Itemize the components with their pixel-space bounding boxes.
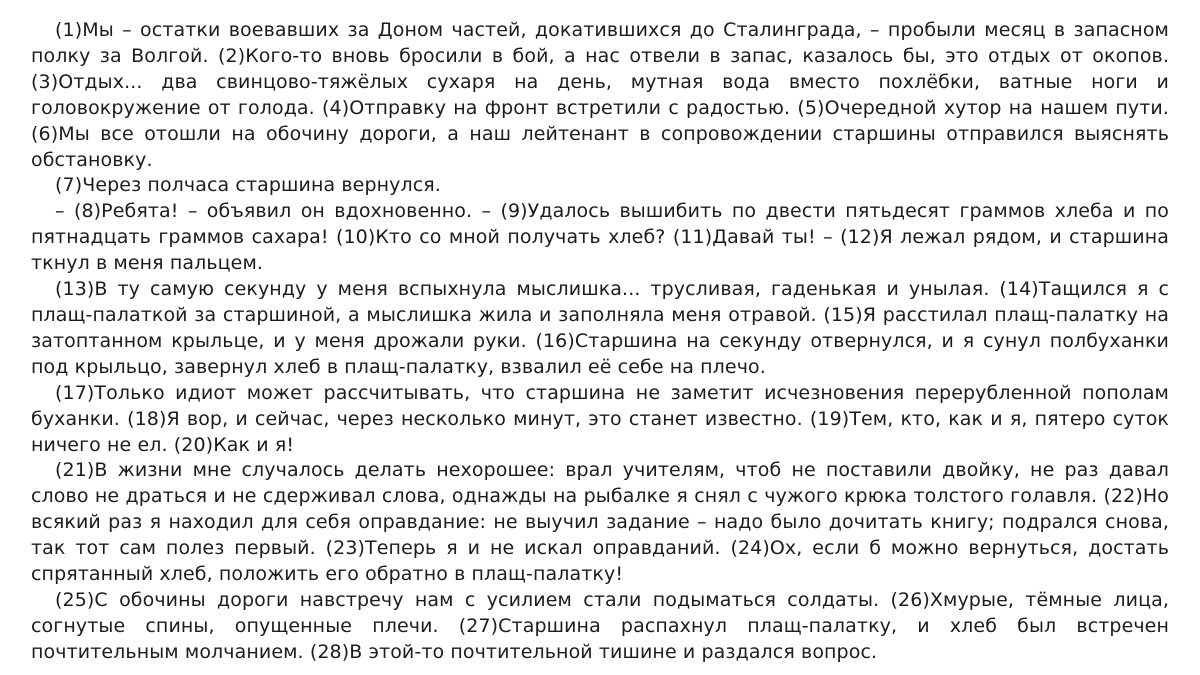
paragraph-5: (17)Только идиот может рассчитывать, что старшина не заметит исчезновения перерубленной пополам буханки. (18)Я вор, и сейчас, через несколько минут, это станет известно. (19)Тем, кто, как и я, пятеро суток ничего не ел. (20)Как и я! — [31, 381, 1169, 456]
paragraph-2: (7)Через полчаса старшина вернулся. — [55, 174, 441, 197]
paragraph-3: – (8)Ребята! – объявил он вдохновенно. – (9)Удалось вышибить по двести пятьдесят граммов хлеба и по пятнадцать граммов сахара! (10)Кто со мной получать хлеб? (11)Давай ты! – (12)Я лежал рядом, и старшина ткнул в меня пальцем. — [31, 200, 1169, 275]
paragraph-6: (21)В жизни мне случалось делать нехорошее: врал учителям, чтоб не поставили двойку, не раз давал слово не драться и не сдерживал слова, однажды на рыбалке я снял с чужого крюка толстого голавля. (22)Но всякий раз я находил для себя оправдание: не выучил задание – надо было дочитать книгу; подрался снова, так тот сам полез первый. (23)Теперь я и не искал оправданий. (24)Ох, если б можно вернуться, достать спрятанный хлеб, положить его обратно в плащ-палатку! — [31, 459, 1169, 586]
text-document — [31, 18, 1169, 666]
paragraph-4: (13)В ту самую секунду у меня вспыхнула мыслишка... трусливая, гаденькая и унылая. (14)Тащился я с плащ-палаткой за старшиной, а мыслишка жила и заполняла меня отравой. (15)Я расстилал плащ-палатку на затоптанном крыльце, и у меня дрожали руки. (16)Старшина на секунду отвернулся, и я сунул полбуханки под крыльцо, завернул хлеб в плащ-палатку, взвалил её себе на плечо. — [31, 278, 1169, 378]
paragraph-1: (1)Мы – остатки воевавших за Доном частей, докатившихся до Сталинграда, – пробыли месяц в запасном полку за Волгой. (2)Кого-то вновь бросили в бой, а нас отвели в запас, казалось бы, это отдых от окопов. (3)Отдых... два свинцово-тяжёлых сухаря на день, мутная вода вместо похлёбки, ватные ноги и головокружение от голода. (4)Отправку на фронт встретили с радостью. (5)Очередной хутор на нашем пути. (6)Мы все отошли на обочину дороги, а наш лейтенант в сопровождении старшины отправился выяснять обстановку. — [31, 19, 1169, 171]
paragraph-7: (25)С обочины дороги навстречу нам с усилием стали подыматься солдаты. (26)Хмурые, тёмные лица, согнутые спины, опущенные плечи. (27)Старшина распахнул плащ-палатку, и хлеб был встречен почтительным молчанием. (28)В этой-то почтительной тишине и раздался вопрос. — [31, 588, 1169, 663]
